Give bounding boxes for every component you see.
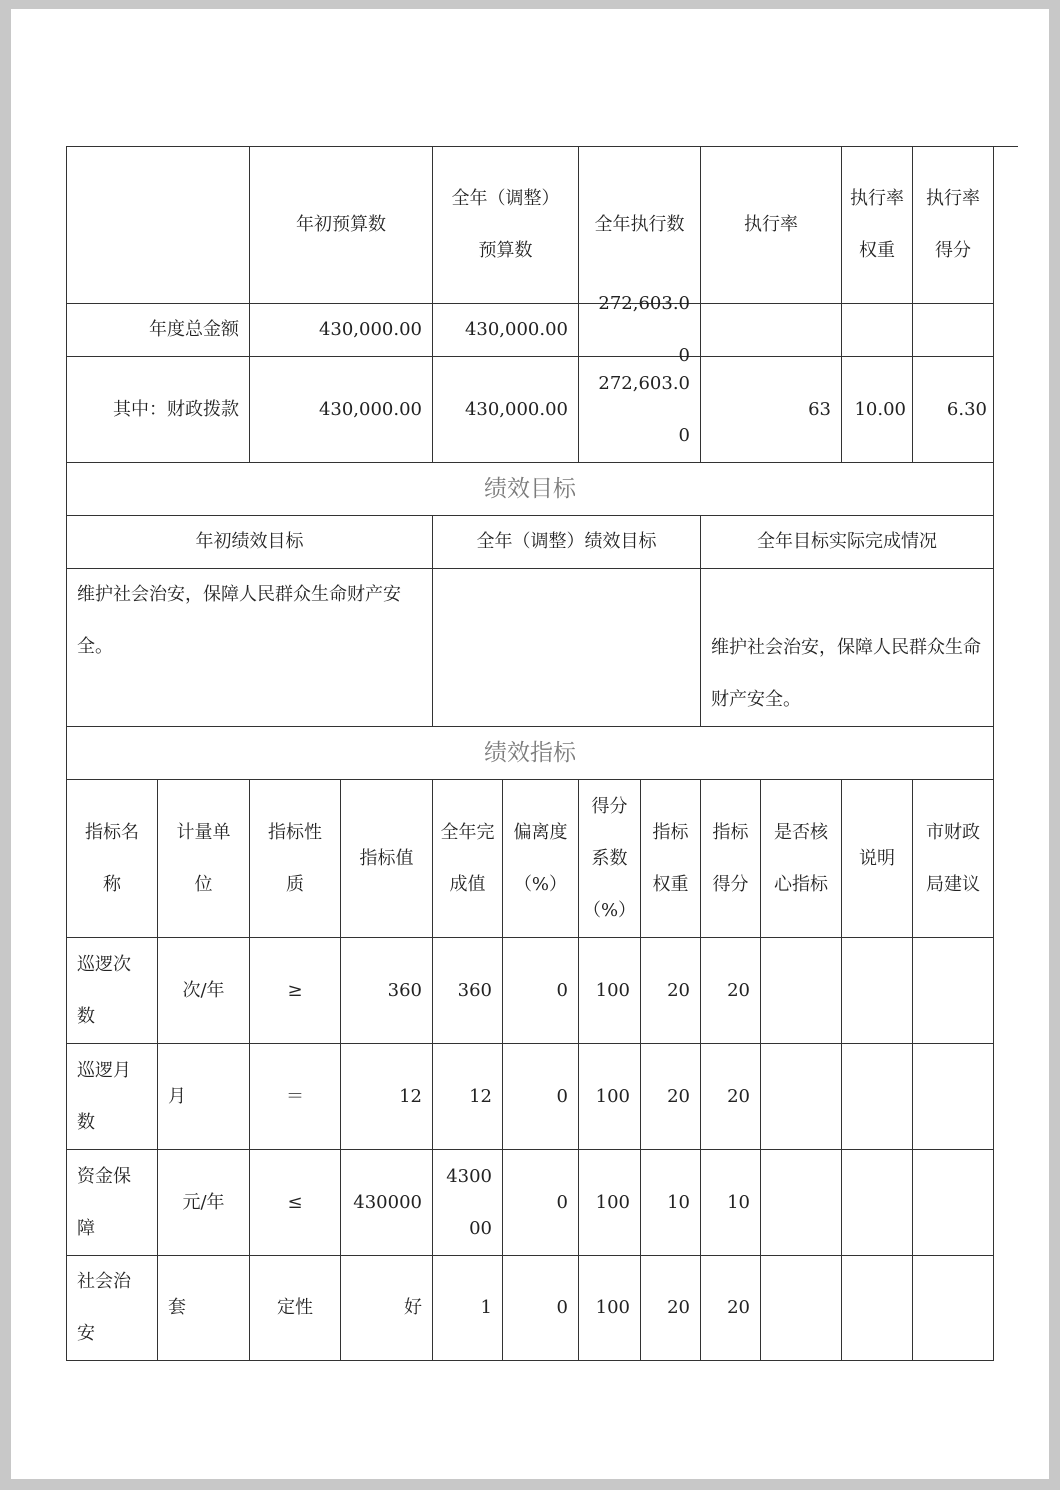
indicator-row-1-name: 巡逻月数 <box>67 1044 158 1150</box>
indicator-row-3-done: 1 <box>433 1256 503 1361</box>
budget-row-fiscal-label: 其中：财政拨款 <box>67 357 250 463</box>
indicator-row-2-weight: 10 <box>641 1150 701 1256</box>
indicator-row-1-value: 12 <box>341 1044 433 1150</box>
indicator-header-nature: 指标性质 <box>250 780 341 938</box>
indicator-header-core: 是否核心指标 <box>761 780 842 938</box>
indicator-row-1-deviation: 0 <box>503 1044 579 1150</box>
indicator-row-1-core <box>761 1044 842 1150</box>
indicator-header-coef: 得分系数（%） <box>579 780 641 938</box>
indicator-row-2-done: 430000 <box>433 1150 503 1256</box>
budget-row-fiscal-executed: 272,603.00 <box>579 357 701 463</box>
indicators-section-title: 绩效指标 <box>67 727 994 780</box>
budget-row-fiscal-initial: 430,000.00 <box>250 357 433 463</box>
goals-header-initial: 年初绩效目标 <box>67 516 433 569</box>
indicator-row-0-value: 360 <box>341 938 433 1044</box>
indicator-header-done: 全年完成值 <box>433 780 503 938</box>
indicator-row-3-weight: 20 <box>641 1256 701 1361</box>
budget-header-adjusted: 全年（调整）预算数 <box>433 147 579 304</box>
budget-row-fiscal-adjusted: 430,000.00 <box>433 357 579 463</box>
budget-header-initial: 年初预算数 <box>250 147 433 304</box>
indicator-row-0-unit: 次/年 <box>158 938 250 1044</box>
budget-row-total-initial: 430,000.00 <box>250 304 433 357</box>
indicator-header-deviation: 偏离度（%） <box>503 780 579 938</box>
indicator-row-2-coef: 100 <box>579 1150 641 1256</box>
indicator-header-advice: 市财政局建议 <box>913 780 994 938</box>
goals-actual-text: 维护社会治安，保障人民群众生命财产安全。 <box>701 569 994 727</box>
indicator-row-3-unit: 套 <box>158 1256 250 1361</box>
indicator-row-0-note <box>842 938 913 1044</box>
indicator-row-1-coef: 100 <box>579 1044 641 1150</box>
indicator-row-0-core <box>761 938 842 1044</box>
indicator-row-0-advice <box>913 938 994 1044</box>
budget-header-executed: 全年执行数 <box>579 147 701 304</box>
indicator-row-3-name: 社会治安 <box>67 1256 158 1361</box>
indicator-row-1-unit: 月 <box>158 1044 250 1150</box>
goals-header-adjusted: 全年（调整）绩效目标 <box>433 516 701 569</box>
indicator-row-3-coef: 100 <box>579 1256 641 1361</box>
indicator-row-1-weight: 20 <box>641 1044 701 1150</box>
budget-row-fiscal-weight: 10.00 <box>842 357 913 463</box>
budget-row-total-rate <box>701 304 842 357</box>
indicator-row-2-deviation: 0 <box>503 1150 579 1256</box>
indicator-row-2-value: 430000 <box>341 1150 433 1256</box>
budget-row-total-score <box>913 304 994 357</box>
indicator-row-0-deviation: 0 <box>503 938 579 1044</box>
indicator-header-value: 指标值 <box>341 780 433 938</box>
budget-row-fiscal-rate: 63 <box>701 357 842 463</box>
budget-row-total-adjusted: 430,000.00 <box>433 304 579 357</box>
indicator-row-1-note <box>842 1044 913 1150</box>
indicator-header-note: 说明 <box>842 780 913 938</box>
indicator-row-2-score: 10 <box>701 1150 761 1256</box>
indicator-row-0-coef: 100 <box>579 938 641 1044</box>
indicator-header-name: 指标名称 <box>67 780 158 938</box>
indicator-row-2-core <box>761 1150 842 1256</box>
document-page <box>11 9 1049 1479</box>
indicator-row-1-nature: ＝ <box>250 1044 341 1150</box>
indicator-row-2-nature: ≤ <box>250 1150 341 1256</box>
indicator-header-weight: 指标权重 <box>641 780 701 938</box>
budget-row-total-label: 年度总金额 <box>67 304 250 357</box>
budget-row-total-weight <box>842 304 913 357</box>
indicator-row-3-score: 20 <box>701 1256 761 1361</box>
indicator-row-3-core <box>761 1256 842 1361</box>
indicator-row-3-deviation: 0 <box>503 1256 579 1361</box>
indicator-row-0-nature: ≥ <box>250 938 341 1044</box>
indicator-row-0-weight: 20 <box>641 938 701 1044</box>
budget-header-rate: 执行率 <box>701 147 842 304</box>
goals-initial-text: 维护社会治安，保障人民群众生命财产安全。 <box>67 569 433 727</box>
indicator-header-unit: 计量单位 <box>158 780 250 938</box>
indicator-row-3-note <box>842 1256 913 1361</box>
indicator-header-score: 指标得分 <box>701 780 761 938</box>
indicator-row-1-advice <box>913 1044 994 1150</box>
indicator-row-0-score: 20 <box>701 938 761 1044</box>
indicator-row-2-name: 资金保障 <box>67 1150 158 1256</box>
budget-header-weight: 执行率权重 <box>842 147 913 304</box>
indicator-row-1-done: 12 <box>433 1044 503 1150</box>
goals-adjusted-text <box>433 569 701 727</box>
indicator-row-1-score: 20 <box>701 1044 761 1150</box>
goals-section-title: 绩效目标 <box>67 463 994 516</box>
indicator-row-2-advice <box>913 1150 994 1256</box>
indicator-row-0-done: 360 <box>433 938 503 1044</box>
budget-header-score: 执行率得分 <box>913 147 994 304</box>
performance-table <box>66 146 1018 1361</box>
indicator-row-3-nature: 定性 <box>250 1256 341 1361</box>
budget-header-blank <box>67 147 250 304</box>
indicator-row-3-advice <box>913 1256 994 1361</box>
indicator-row-3-value: 好 <box>341 1256 433 1361</box>
budget-row-total-executed: 272,603.00 <box>579 304 701 357</box>
indicator-row-2-unit: 元/年 <box>158 1150 250 1256</box>
indicator-row-0-name: 巡逻次数 <box>67 938 158 1044</box>
budget-row-fiscal-score: 6.30 <box>913 357 994 463</box>
indicator-row-2-note <box>842 1150 913 1256</box>
goals-header-actual: 全年目标实际完成情况 <box>701 516 994 569</box>
